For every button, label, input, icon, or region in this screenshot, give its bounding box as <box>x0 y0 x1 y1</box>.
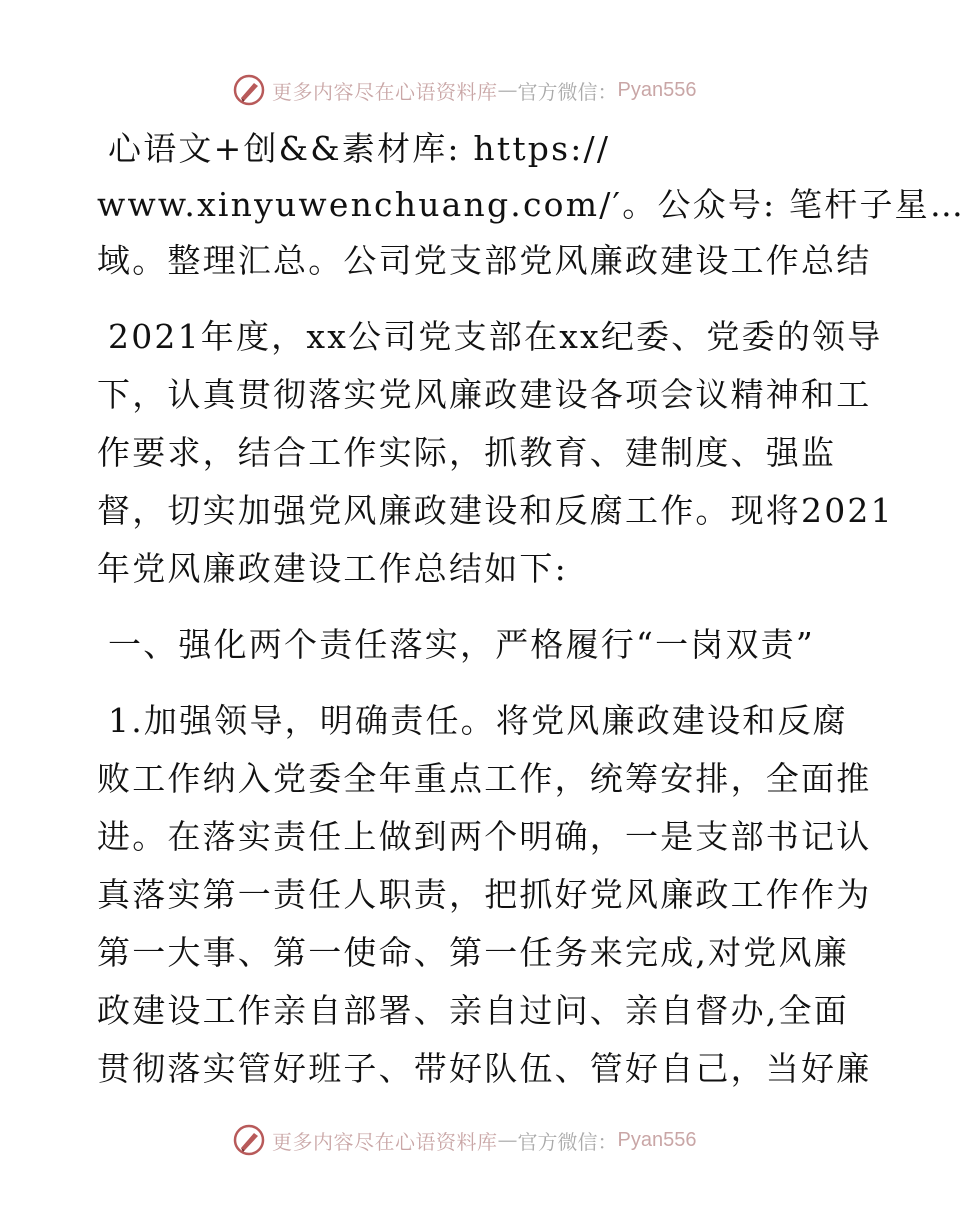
text-line: 第一大事、第一使命、第一任务来完成,对党风廉 <box>97 933 849 972</box>
section-heading: 一、强化两个责任落实，严格履行“一岗双责” <box>108 625 815 664</box>
watermark-separator: — <box>497 1128 518 1152</box>
text-line: 政建设工作亲自部署、亲自过问、亲自督办,全面 <box>97 991 849 1030</box>
text-line: 败工作纳入党委全年重点工作，统筹安排，全面推 <box>97 759 872 798</box>
text-line: 督，切实加强党风廉政建设和反腐工作。现将2021 <box>97 491 894 530</box>
watermark-separator: — <box>497 78 518 102</box>
text-line: 心语文+创&&素材库: https:// <box>108 129 611 168</box>
text-line: 下，认真贯彻落实党风廉政建设各项会议精神和工 <box>97 375 872 414</box>
footer-watermark <box>232 1120 696 1160</box>
text-line: 2021年度，xx公司党支部在xx纪委、党委的领导 <box>108 317 883 356</box>
text-line: 域。整理汇总。公司党支部党风廉政建设工作总结 <box>97 241 872 280</box>
text-line: 贯彻落实管好班子、带好队伍、管好自己，当好廉 <box>97 1049 872 1088</box>
watermark-official-label: 官方微信： <box>517 1129 618 1154</box>
text-line: 进。在落实责任上做到两个明确，一是支部书记认 <box>97 817 872 856</box>
text-line: 1.加强领导，明确责任。将党风廉政建设和反腐 <box>108 701 848 740</box>
header-watermark <box>232 70 696 110</box>
pen-logo-icon <box>232 73 266 107</box>
text-line: 作要求，结合工作实际，抓教育、建制度、强监 <box>97 433 837 472</box>
text-line: 真落实第一责任人职责，把抓好党风廉政工作作为 <box>97 875 872 914</box>
watermark-wechat-id: Pyan556 <box>617 78 697 101</box>
watermark-official-label: 官方微信： <box>517 79 618 104</box>
watermark-wechat-id: Pyan556 <box>617 1128 697 1151</box>
text-line: 年党风廉政建设工作总结如下: <box>97 549 568 588</box>
text-line: www.xinyuwenchuang.com/′。公众号: 笔杆子星… <box>97 185 965 224</box>
pen-logo-icon <box>232 1123 266 1157</box>
watermark-text: 更多内容尽在心语资料库 <box>272 79 498 104</box>
watermark-text: 更多内容尽在心语资料库 <box>272 1129 498 1154</box>
